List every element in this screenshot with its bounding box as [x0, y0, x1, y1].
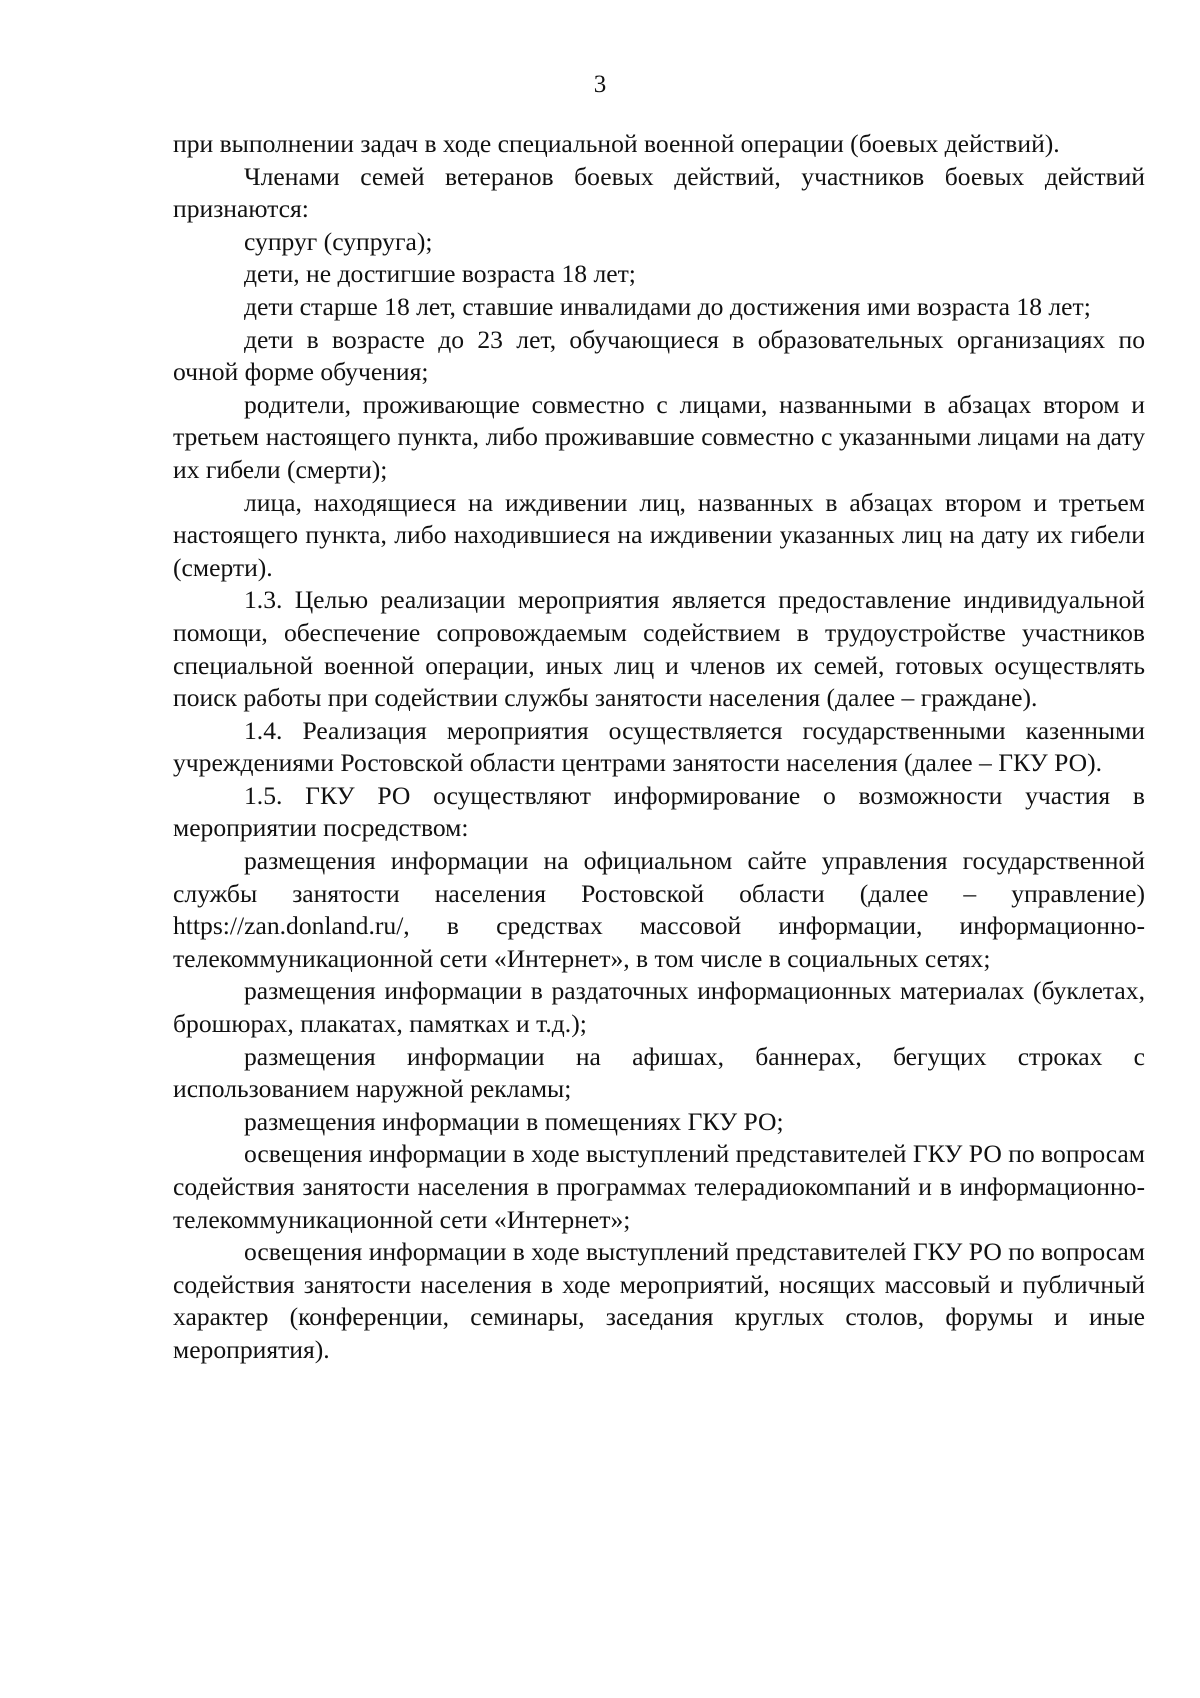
document-body: [173, 128, 1145, 1367]
list-item-parents: родители, проживающие совместно с лицами, названными в абзацах втором и третьем настоящего пункта, либо проживавшие совместно с указанными лицами на дату их гибели (смерти);: [173, 389, 1145, 484]
paragraph-continuation: при выполнении задач в ходе специальной военной операции (боевых действий).: [173, 129, 1060, 158]
list-item-website-media: размещения информации на официальном сайте управления государственной службы занятости населения Ростовской области (далее – управление) https://zan.donland.ru/, в средствах массовой информации, информационно-телекоммуникационной сети «Интернет», в том числе в социальных сетях;: [173, 846, 1145, 973]
clause-1-3: 1.3. Целью реализации мероприятия является предоставление индивидуальной помощи, обеспечение сопровождаемым содействием в трудоустройстве участников специальной военной операции, иных лиц и членов их семей, готовых осуществлять поиск работы при содействии службы занятости населения (далее – граждане).: [173, 585, 1145, 713]
list-item-spouse: супруг (супруга);: [244, 226, 433, 256]
list-item-dependents: лица, находящиеся на иждивении лиц, названных в абзацах втором и третьем настоящего пункта, либо находившиеся на иждивении указанных лиц на дату их гибели (смерти).: [173, 487, 1145, 582]
list-item-outdoor-ads: размещения информации на афишах, баннерах, бегущих строках с использованием наружной рекламы;: [173, 1041, 1145, 1104]
list-item-public-events: освещения информации в ходе выступлений представителей ГКУ РО по вопросам содействия занятости населения в ходе мероприятий, носящих массовый и публичный характер (конференции, семинары, заседания круглых столов, форумы и иные мероприятия).: [173, 1237, 1145, 1364]
list-item-children-under-18: дети, не достигшие возраста 18 лет;: [244, 259, 636, 289]
clause-1-4: 1.4. Реализация мероприятия осуществляется государственными казенными учреждениями Ростовской области центрами занятости населения (далее – ГКУ РО).: [173, 715, 1145, 778]
page-number: 3: [593, 71, 607, 98]
clause-1-5: 1.5. ГКУ РО осуществляют информирование о возможности участия в мероприятии посредством:: [173, 780, 1145, 843]
paragraph-family-members-intro: Членами семей ветеранов боевых действий, участников боевых действий признаются:: [173, 161, 1145, 224]
list-item-broadcast: освещения информации в ходе выступлений представителей ГКУ РО по вопросам содействия занятости населения в программах телерадиокомпаний и в информационно-телекоммуникационной сети «Интернет»;: [173, 1139, 1145, 1234]
list-item-premises: размещения информации в помещениях ГКУ РО;: [244, 1106, 784, 1136]
list-item-handouts: размещения информации в раздаточных информационных материалах (буклетах, брошюрах, плакатах, памятках и т.д.);: [173, 976, 1145, 1039]
list-item-children-disabled: дети старше 18 лет, ставшие инвалидами до достижения ими возраста 18 лет;: [244, 291, 1091, 321]
list-item-children-students: дети в возрасте до 23 лет, обучающиеся в образовательных организациях по очной форме обучения;: [173, 324, 1145, 387]
